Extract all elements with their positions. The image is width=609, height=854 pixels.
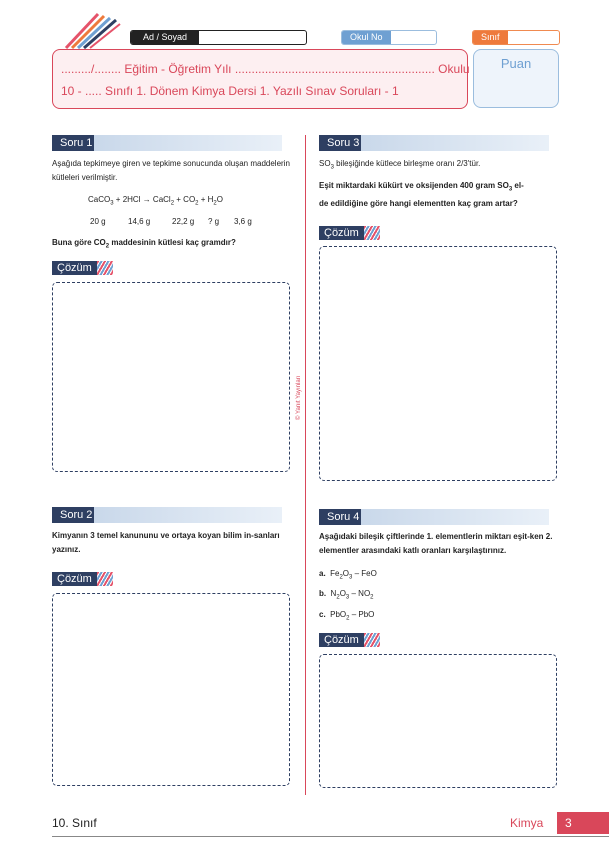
page-number: 3 — [557, 812, 609, 834]
school-no-label: Okul No — [342, 31, 391, 44]
question-1-heading — [52, 135, 282, 151]
question-2-prompt: Kimyanın 3 temel kanununu ve ortaya koyan bilim in-sanları yazınız. — [52, 531, 280, 554]
question-2-heading — [52, 507, 282, 523]
score-box[interactable] — [473, 49, 559, 108]
mass-cacl2: 22,2 g — [172, 217, 195, 226]
question-4-heading — [319, 509, 549, 525]
question-1-title: Soru 1 — [60, 137, 93, 149]
solution-4-label: Çözüm — [319, 633, 391, 647]
footer-grade: 10. Sınıf — [52, 816, 97, 830]
question-2-title: Soru 2 — [60, 509, 93, 521]
reaction-equation: CaCO$_3$ + 2HCl → CaCl$_2$ + $CO_2 + H_2O$ — [88, 195, 223, 207]
option-a: a. $Fe_2O_3$ – FeO — [319, 569, 377, 581]
solution-3-label: Çözüm — [319, 226, 391, 240]
solution-2-box[interactable] — [52, 593, 290, 786]
class-label: Sınıf — [473, 31, 508, 44]
solution-3-box[interactable] — [319, 246, 557, 481]
solution-4-box[interactable] — [319, 654, 557, 788]
name-field[interactable] — [130, 30, 307, 45]
question-3-heading — [319, 135, 549, 151]
class-field[interactable] — [472, 30, 560, 45]
exam-year-line: ........./........ Eğitim - Öğretim Yılı ............................................................ Okulu — [61, 62, 470, 76]
question-3-intro: $SO_3$ bileşiğinde kütlece birleşme oranı 2/3'tür. — [319, 159, 481, 171]
solution-2-label: Çözüm — [52, 572, 124, 586]
solution-1-box[interactable] — [52, 282, 290, 472]
question-1-prompt: Buna göre $CO_2$ maddesinin kütlesi kaç gramdır? — [52, 238, 236, 250]
footer-line — [52, 836, 609, 837]
publisher-watermark: © Yanıt Yayınları — [296, 375, 302, 420]
solution-1-label: Çözüm — [52, 261, 124, 275]
mass-h2o: 3,6 g — [234, 217, 252, 226]
name-label: Ad / Soyad — [131, 31, 199, 44]
score-label: Puan — [500, 56, 532, 71]
column-divider — [305, 135, 306, 795]
question-3-prompt: Eşit miktardaki kükürt ve oksijenden 400 gram $SO_3$ el- de edildiğine göre hangi elementten kaç gram artar? — [319, 181, 524, 208]
question-4-title: Soru 4 — [327, 511, 360, 523]
mass-co2: ? g — [208, 217, 220, 226]
exam-title: 10 - ..... Sınıfı 1. Dönem Kimya Dersi 1. Yazılı Sınav Soruları - 1 — [61, 84, 399, 98]
option-b: b. $N_2O_3 - NO_2$ — [319, 589, 374, 601]
question-4-prompt: Aşağıdaki bileşik çiftlerinde 1. elementlerin miktarı eşit-ken 2. elementler arasındaki katlı oranları karşılaştırınız. — [319, 532, 553, 555]
exam-header-box — [52, 49, 468, 109]
mass-hcl: 14,6 g — [128, 217, 151, 226]
footer-subject: Kimya — [510, 816, 544, 830]
option-c: c. PbO$_2$ – PbO — [319, 610, 375, 622]
question-1-intro: Aşağıda tepkimeye giren ve tepkime sonucunda oluşan maddelerin kütleleri verilmiştir. — [52, 159, 290, 182]
question-3-title: Soru 3 — [327, 137, 360, 149]
brand-logo — [58, 10, 138, 50]
school-no-field[interactable] — [341, 30, 437, 45]
mass-caco3: 20 g — [90, 217, 106, 226]
